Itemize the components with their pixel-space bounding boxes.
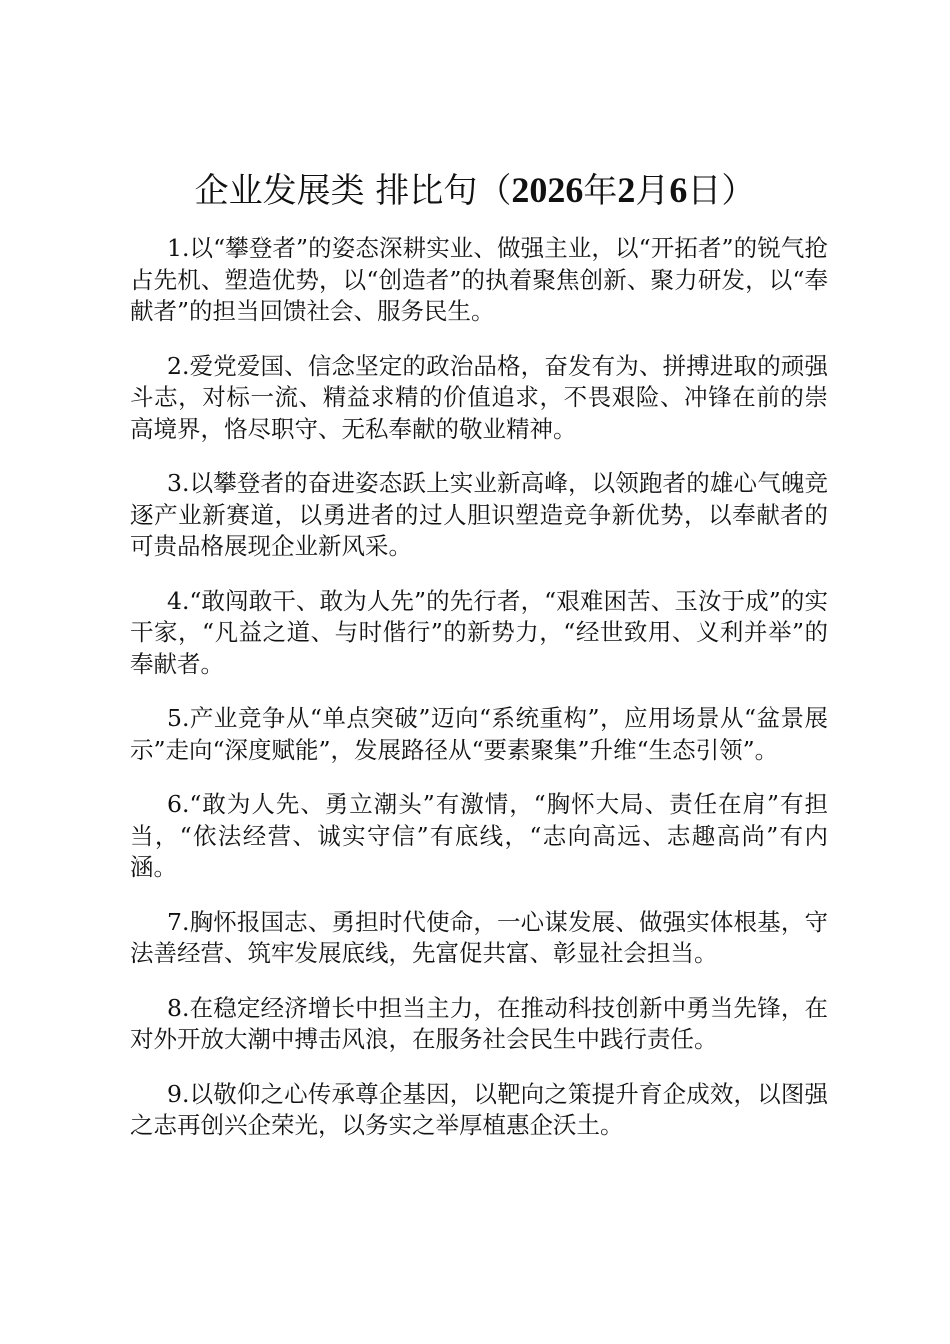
document-body xyxy=(130,233,828,1165)
title-text: 企业发展类 排比句（ xyxy=(194,171,512,211)
title-month: 2 xyxy=(617,170,636,210)
paragraph-3: 3.以攀登者的奋进姿态跃上实业新高峰，以领跑者的雄心气魄竞逐产业新赛道，以勇进者的过人胆识塑造竞争新优势，以奉献者的可贵品格展现企业新风采。 xyxy=(130,469,828,560)
title-month-unit: 月 xyxy=(635,171,670,211)
paragraph-2: 2.爱党爱国、信念坚定的政治品格，奋发有为、拼搏进取的顽强斗志，对标一流、精益求精的价值追求，不畏艰险、冲锋在前的崇高境界，恪尽职守、无私奉献的敬业精神。 xyxy=(130,351,828,443)
title-year-unit: 年 xyxy=(583,171,618,211)
title-day: 6 xyxy=(669,170,688,210)
paragraph-1: 1.以“攀登者”的姿态深耕实业、做强主业，以“开拓者”的锐气抢占先机、塑造优势，以“创造者”的执着聚焦创新、聚力研发，以“奉献者”的担当回馈社会、服务民生。 xyxy=(130,234,828,325)
paragraph-7: 7.胸怀报国志、勇担时代使命，一心谋发展、做强实体根基，守法善经营、筑牢发展底线，先富促共富、彰显社会担当。 xyxy=(130,907,828,967)
document-title xyxy=(0,168,950,213)
paragraph-9: 9.以敬仰之心传承尊企基因，以靶向之策提升育企成效，以图强之志再创兴企荣光，以务实之举厚植惠企沃土。 xyxy=(130,1079,828,1139)
paragraph-5: 5.产业竞争从“单点突破”迈向“系统重构”，应用场景从“盆景展示”走向“深度赋能”，发展路径从“要素聚集”升维“生态引领”。 xyxy=(130,704,828,764)
paragraph-6: 6.“敢为人先、勇立潮头”有激情，“胸怀大局、责任在肩”有担当，“依法经营、诚实守信”有底线，“志向高远、志趣高尚”有内涵。 xyxy=(130,790,828,881)
title-year: 2026 xyxy=(511,170,584,210)
paragraph-8: 8.在稳定经济增长中担当主力，在推动科技创新中勇当先锋，在对外开放大潮中搏击风浪，在服务社会民生中践行责任。 xyxy=(130,993,828,1053)
title-day-unit: 日） xyxy=(687,171,756,211)
paragraph-4: 4.“敢闯敢干、敢为人先”的先行者，“艰难困苦、玉汝于成”的实干家，“凡益之道、与时偕行”的新势力，“经世致用、义利并举”的奉献者。 xyxy=(130,586,828,678)
